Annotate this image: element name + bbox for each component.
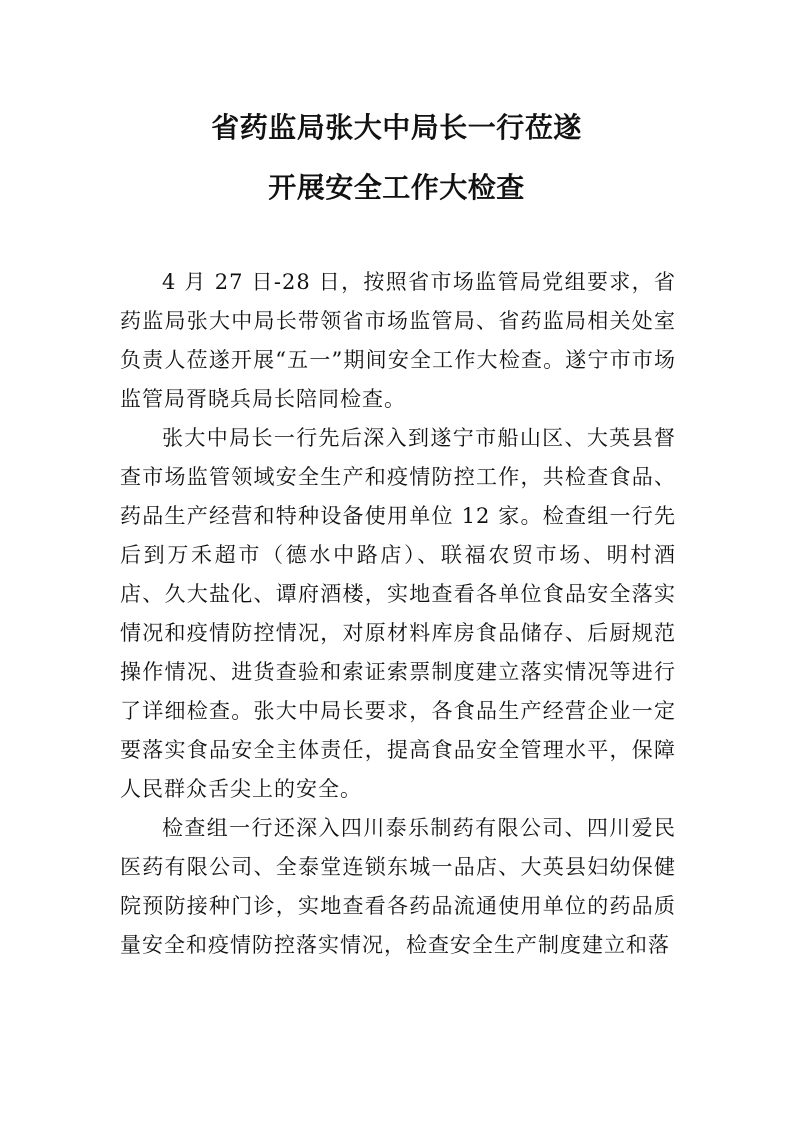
document-title-line-2: 开展安全工作大检查 <box>268 171 525 204</box>
document-body <box>120 263 676 965</box>
document-title-line-1: 省药监局张大中局长一行莅遂 <box>211 111 582 144</box>
paragraph: 检查组一行还深入四川泰乐制药有限公司、四川爱民医药有限公司、全泰堂连锁东城一品店、大英县妇幼保健院预防接种门诊，实地查看各药品流通使用单位的药品质量安全和疫情防控落实情况，检查安全生产制度建立和落 <box>120 816 676 957</box>
paragraph: 4 月 27 日-28 日，按照省市场监管局党组要求，省药监局张大中局长带领省市场监管局、省药监局相关处室负责人莅遂开展“五一”期间安全工作大检查。遂宁市市场监管局胥晓兵局长陪同检查。 <box>120 270 676 411</box>
paragraph: 张大中局长一行先后深入到遂宁市船山区、大英县督查市场监管领域安全生产和疫情防控工作，共检查食品、药品生产经营和特种设备使用单位 12 家。检查组一行先后到万禾超市（德水中路店）、联福农贸市场、明村酒店、久大盐化、谭府酒楼，实地查看各单位食品安全落实情况和疫情防控情况，对原材料库房食品储存、后厨规范操作情况、进货查验和索证索票制度建立落实情况等进行了详细检查。张大中局长要求，各食品生产经营企业一定要落实食品安全主体责任，提高食品安全管理水平，保障人民群众舌尖上的安全。 <box>120 426 676 801</box>
